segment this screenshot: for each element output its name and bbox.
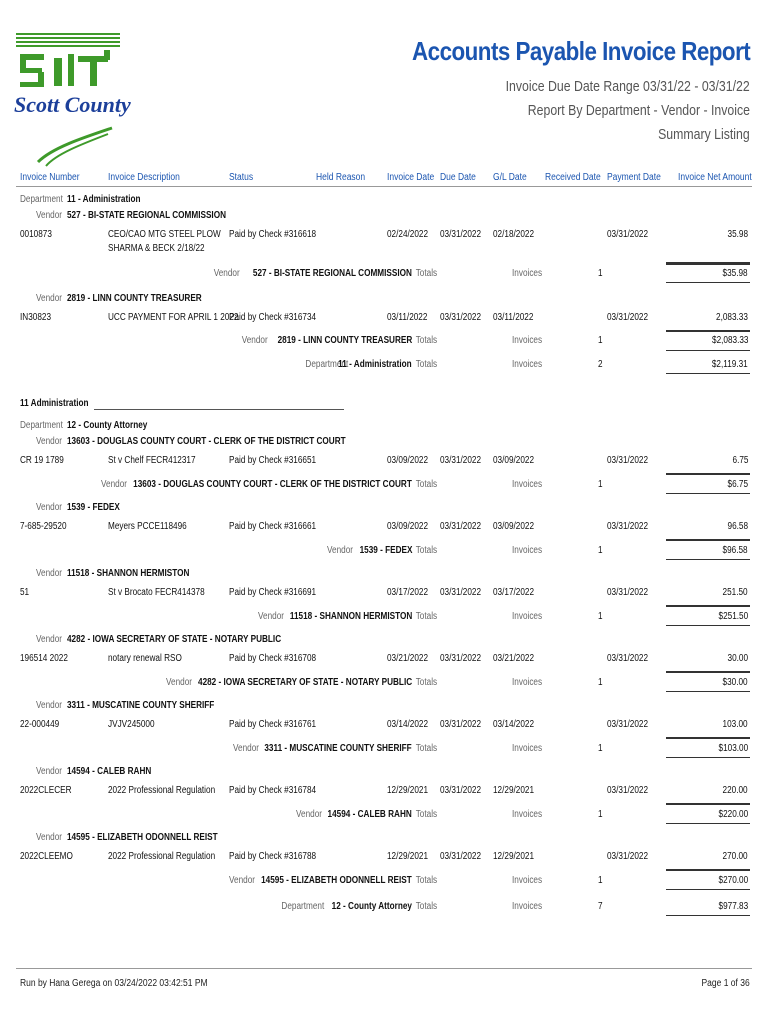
department-header [0,420,770,434]
vendor-header [0,293,770,307]
vendor-total-name: 527 - BI-STATE REGIONAL COMMISSION [252,268,412,279]
due-date: 03/31/2022 [440,229,482,240]
invoice-description: St v Chelf FECR412317 [108,455,196,466]
invoice-status: Paid by Check #316784 [229,785,317,796]
invoice-count: 1 [598,743,603,754]
col-payment-date: Payment Date [607,172,661,183]
vendor-label: Vendor [165,677,192,688]
vendor-total-name: 3311 - MUSCATINE COUNTY SHERIFF [264,743,412,754]
net-amount: 270.00 [722,851,748,862]
invoice-description: 2022 Professional Regulation [108,785,216,796]
vendor-total-amount: $270.00 [718,875,748,886]
invoice-count: 1 [598,545,603,556]
invoice-number: IN30823 [20,312,52,323]
invoices-label: Invoices [512,359,543,370]
totals-label: Totals [415,268,437,279]
report-by: Report By Department - Vendor - Invoice [527,102,750,119]
vendor-label: Vendor [36,634,62,645]
invoice-status: Paid by Check #316708 [229,653,317,664]
net-amount: 2,083.33 [716,312,748,323]
invoice-description: St v Brocato FECR414378 [108,587,205,598]
vendor-total-name: 14594 - CALEB RAHN [327,809,412,820]
vendor-total-amount: $30.00 [722,677,748,688]
invoice-date: 03/14/2022 [387,719,429,730]
payment-date: 03/31/2022 [607,851,649,862]
invoice-date: 03/09/2022 [387,521,429,532]
invoice-row [0,587,770,601]
department-label: Department [281,901,324,912]
vendor-header [0,210,770,224]
date-range: Invoice Due Date Range 03/31/22 - 03/31/22 [505,78,750,95]
net-amount: 96.58 [727,521,748,532]
due-date: 03/31/2022 [440,455,482,466]
invoice-description: Meyers PCCE118496 [108,521,187,532]
due-date: 03/31/2022 [440,653,482,664]
gl-date: 02/18/2022 [493,229,535,240]
invoice-number: 196514 2022 [20,653,68,664]
invoice-count: 1 [598,875,603,886]
summary-listing: Summary Listing [658,126,750,143]
invoice-number: CR 19 1789 [20,455,64,466]
payment-date: 03/31/2022 [607,587,649,598]
gl-date: 12/29/2021 [493,785,535,796]
invoice-number: 7-685-29520 [20,521,67,532]
department-label: Department [20,420,63,431]
invoice-date: 03/17/2022 [387,587,429,598]
invoice-count: 2 [598,359,603,370]
invoice-row [0,785,770,799]
col-held-reason: Held Reason [316,172,366,183]
vendor-total-name: 4282 - IOWA SECRETARY OF STATE - NOTARY PUBLIC [197,677,412,688]
department-total-name: 12 - County Attorney [331,901,412,912]
vendor-label: Vendor [36,436,62,447]
invoices-label: Invoices [512,901,543,912]
vendor-totals [0,611,770,625]
invoice-row [0,455,770,469]
col-invoice-description: Invoice Description [108,172,180,183]
invoice-date: 03/11/2022 [387,312,428,323]
vendor-label: Vendor [214,268,240,279]
payment-date: 03/31/2022 [607,455,649,466]
logo-text: Scott County [14,92,131,117]
invoice-count: 1 [598,611,603,622]
vendor-totals [0,875,770,889]
invoice-description-line2: SHARMA & BECK 2/18/22 [108,243,205,254]
invoice-description: notary renewal RSO [108,653,182,664]
invoice-date: 02/24/2022 [387,229,429,240]
due-date: 03/31/2022 [440,587,482,598]
net-amount: 251.50 [722,587,748,598]
invoice-number: 2022CLECER [20,785,72,796]
vendor-name: 13603 - DOUGLAS COUNTY COURT - CLERK OF THE DISTRICT COURT [67,436,346,447]
col-gl-date: G/L Date [493,172,527,183]
vendor-name: 527 - BI-STATE REGIONAL COMMISSION [67,210,227,221]
report-title: Accounts Payable Invoice Report [411,36,750,66]
gl-date: 03/09/2022 [493,455,535,466]
payment-date: 03/31/2022 [607,229,649,240]
invoice-date: 03/09/2022 [387,455,429,466]
vendor-label: Vendor [36,766,62,777]
department-totals [0,901,770,915]
invoices-label: Invoices [512,479,543,490]
run-by: Run by Hana Gerega on 03/24/2022 03:42:51 PM [20,978,208,989]
vendor-total-name: 14595 - ELIZABETH ODONNELL REIST [261,875,412,886]
department-label: Department [305,359,348,370]
vendor-name: 4282 - IOWA SECRETARY OF STATE - NOTARY PUBLIC [67,634,282,645]
invoice-date: 03/21/2022 [387,653,429,664]
vendor-total-amount: $103.00 [718,743,748,754]
department-name: 12 - County Attorney [67,420,148,431]
vendor-totals [0,479,770,493]
vendor-header [0,832,770,846]
invoice-date: 12/29/2021 [387,851,429,862]
net-amount: 30.00 [727,653,748,664]
vendor-total-amount: $2,083.33 [711,335,748,346]
invoices-label: Invoices [512,809,543,820]
vendor-totals [0,268,770,282]
invoice-description: 2022 Professional Regulation [108,851,216,862]
invoice-number: 0010873 [20,229,52,240]
vendor-label: Vendor [232,743,259,754]
invoice-row [0,719,770,733]
totals-label: Totals [415,901,437,912]
invoice-count: 7 [598,901,603,912]
invoice-count: 1 [598,268,603,279]
invoices-label: Invoices [512,545,543,556]
vendor-total-name: 13603 - DOUGLAS COUNTY COURT - CLERK OF THE DISTRICT COURT [133,479,412,490]
totals-label: Totals [415,479,437,490]
vendor-label: Vendor [257,611,284,622]
total-box [666,262,750,283]
vendor-total-name: 1539 - FEDEX [359,545,412,556]
vendor-label: Vendor [295,809,322,820]
invoices-label: Invoices [512,335,543,346]
invoice-row [0,312,770,326]
footer-divider [16,968,752,969]
vendor-label: Vendor [229,875,256,886]
net-amount: 35.98 [727,229,748,240]
vendor-header [0,502,770,516]
vendor-totals [0,677,770,691]
invoice-description: UCC PAYMENT FOR APRIL 1 2022 [108,312,239,323]
invoice-number: 22-000449 [20,719,60,730]
vendor-name: 14594 - CALEB RAHN [67,766,152,777]
total-rule [666,915,750,916]
net-amount: 6.75 [732,455,748,466]
col-net-amount: Invoice Net Amount [678,172,752,183]
section-underline [94,409,344,410]
invoice-status: Paid by Check #316661 [229,521,317,532]
department-total-amount: $977.83 [718,901,748,912]
invoice-count: 1 [598,335,603,346]
invoice-status: Paid by Check #316618 [229,229,317,240]
invoice-row [0,521,770,535]
invoice-number: 2022CLEEMO [20,851,73,862]
gl-date: 12/29/2021 [493,851,535,862]
invoices-label: Invoices [512,268,543,279]
vendor-totals [0,743,770,757]
due-date: 03/31/2022 [440,719,482,730]
col-due-date: Due Date [440,172,476,183]
vendor-label: Vendor [36,568,62,579]
invoice-row [0,851,770,865]
department-label: Department [20,194,63,205]
vendor-total-name: 2819 - LINN COUNTY TREASURER [277,335,412,346]
vendor-name: 3311 - MUSCATINE COUNTY SHERIFF [67,700,215,711]
invoice-count: 1 [598,809,603,820]
totals-label: Totals [415,809,437,820]
section-title-text: 11 Administration [20,398,89,409]
scott-county-logo [12,28,131,168]
payment-date: 03/31/2022 [607,719,649,730]
invoice-description: CEO/CAO MTG STEEL PLOW [108,229,221,240]
invoice-description: JVJV245000 [108,719,155,730]
vendor-header [0,766,770,780]
invoice-row [0,229,770,254]
vendor-total-amount: $251.50 [718,611,748,622]
net-amount: 103.00 [722,719,748,730]
invoices-label: Invoices [512,743,543,754]
totals-label: Totals [415,335,437,346]
invoice-status: Paid by Check #316651 [229,455,317,466]
vendor-label: Vendor [36,293,62,304]
vendor-label: Vendor [242,335,268,346]
vendor-label: Vendor [36,502,62,513]
payment-date: 03/31/2022 [607,521,649,532]
payment-date: 03/31/2022 [607,312,649,323]
invoices-label: Invoices [512,875,543,886]
vendor-total-amount: $220.00 [718,809,748,820]
gl-date: 03/11/2022 [493,312,534,323]
vendor-name: 14595 - ELIZABETH ODONNELL REIST [67,832,218,843]
vendor-totals [0,335,770,349]
department-name: 11 - Administration [67,194,141,205]
vendor-header [0,568,770,582]
vendor-header [0,436,770,450]
department-totals [0,359,770,373]
invoices-label: Invoices [512,677,543,688]
vendor-name: 1539 - FEDEX [67,502,120,513]
vendor-totals [0,809,770,823]
vendor-totals [0,545,770,559]
page-number: Page 1 of 36 [701,978,750,989]
due-date: 03/31/2022 [440,312,482,323]
department-header [0,194,770,208]
vendor-total-amount: $96.58 [722,545,748,556]
vendor-label: Vendor [327,545,354,556]
department-total-amount: $2,119.31 [712,359,748,370]
gl-date: 03/14/2022 [493,719,535,730]
totals-label: Totals [415,359,437,370]
due-date: 03/31/2022 [440,785,482,796]
vendor-name: 2819 - LINN COUNTY TREASURER [67,293,202,304]
vendor-label: Vendor [101,479,128,490]
invoice-count: 1 [598,479,603,490]
header-divider [16,186,752,187]
totals-label: Totals [415,743,437,754]
invoices-label: Invoices [512,611,543,622]
col-invoice-date: Invoice Date [387,172,435,183]
vendor-label: Vendor [36,832,62,843]
gl-date: 03/09/2022 [493,521,535,532]
totals-label: Totals [415,875,437,886]
totals-label: Totals [415,545,437,556]
gl-date: 03/21/2022 [493,653,535,664]
payment-date: 03/31/2022 [607,653,649,664]
gl-date: 03/17/2022 [493,587,535,598]
vendor-label: Vendor [36,700,62,711]
total-rule [666,373,750,374]
invoice-status: Paid by Check #316788 [229,851,317,862]
vendor-total-name: 11518 - SHANNON HERMISTON [289,611,412,622]
vendor-header [0,700,770,714]
invoice-status: Paid by Check #316691 [229,587,317,598]
invoice-status: Paid by Check #316734 [229,312,317,323]
payment-date: 03/31/2022 [607,785,649,796]
vendor-total-amount: $35.98 [722,268,748,279]
vendor-header [0,634,770,648]
due-date: 03/31/2022 [440,851,482,862]
invoice-date: 12/29/2021 [387,785,429,796]
invoice-number: 51 [20,587,30,598]
net-amount: 220.00 [722,785,748,796]
vendor-name: 11518 - SHANNON HERMISTON [67,568,190,579]
vendor-total-amount: $6.75 [727,479,748,490]
col-received-date: Received Date [545,172,601,183]
invoice-count: 1 [598,677,603,688]
due-date: 03/31/2022 [440,521,482,532]
invoice-row [0,653,770,667]
totals-label: Totals [415,677,437,688]
vendor-label: Vendor [36,210,62,221]
col-invoice-number: Invoice Number [20,172,80,183]
totals-label: Totals [415,611,437,622]
invoice-status: Paid by Check #316761 [229,719,317,730]
department-total-name: 11 - Administration [338,359,412,370]
col-status: Status [229,172,254,183]
